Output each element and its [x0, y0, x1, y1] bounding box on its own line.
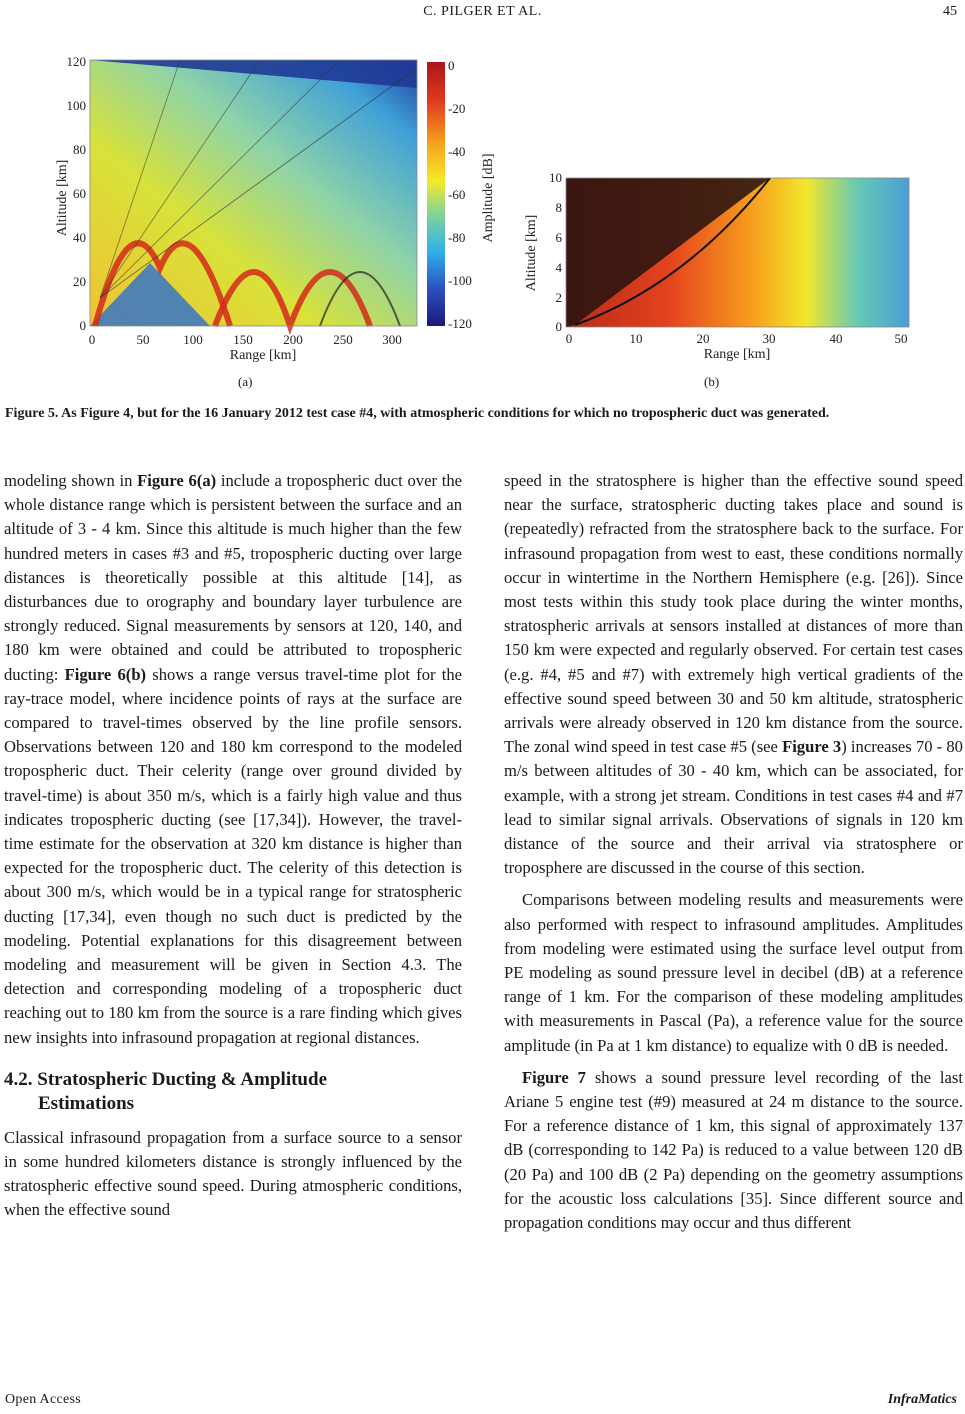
- running-header: C. PILGER ET AL.: [423, 4, 542, 19]
- svg-text:-80: -80: [448, 230, 466, 245]
- figure-reference[interactable]: Figure 3: [782, 737, 842, 757]
- svg-text:0: 0: [565, 331, 573, 346]
- svg-text:-120: -120: [448, 316, 472, 331]
- svg-text:50: 50: [136, 332, 150, 347]
- colorbar: [427, 62, 445, 326]
- x-axis-label-b: Range [km]: [703, 347, 771, 362]
- svg-text:10: 10: [549, 170, 562, 185]
- figure-reference[interactable]: Figure 6(a): [137, 471, 217, 490]
- svg-text:250: 250: [333, 332, 353, 347]
- subfigure-label-a: (a): [238, 374, 253, 389]
- svg-text:80: 80: [73, 142, 86, 157]
- svg-text:100: 100: [66, 98, 86, 113]
- svg-text:300: 300: [382, 332, 402, 347]
- left-column: [4, 469, 462, 1223]
- figure-caption: Figure 5. As Figure 4, but for the 16 January 2012 test case #4, with atmospheric conditions for which no tropospheric duct was generated.: [5, 406, 830, 421]
- svg-text:0: 0: [448, 58, 455, 73]
- svg-text:0: 0: [88, 332, 96, 347]
- figure-5a: [40, 48, 510, 368]
- paragraph: Figure 7 shows a sound pressure level recording of the last Ariane 5 engine test (#9) measured at 24 m distance to the source. For a reference distance of 1 km, this signal of approximately 137 dB (corresponding to 142 Pa) is reduced to a value between 120 dB (20 Pa) and 100 dB (2 Pa) depending on the geometry assumptions for the acoustic loss calculations [35]. Since different source and propagation conditions may occur and thus different: [504, 1067, 963, 1233]
- figure-reference[interactable]: Figure 6(b): [64, 664, 147, 684]
- paragraph: speed in the stratosphere is higher than the effective sound speed near the surface, stratospheric ducting takes place and sound is (repeatedly) refracted from the stratosphere back to the surface. For infrasound propagation from west to east, these conditions normally occur in wintertime in the Northern Hemisphere (e.g. [26]). Since most tests within this study took place during the winter months, stratospheric arrivals at sensors installed at distances of more than 150 km were expected and regularly observed. For certain test cases (e.g. #4, #5 and #7) with extremely high vertical gradients of the effective sound speed between 30 and 50 km altitude, stratospheric arrivals were already observed in 120 km distance from the source. The zonal wind speed in test case #5 (see Figure 3) increases 70 - 80 m/s between altitudes of 30 - 40 km, which can be associated, for example, with a strong jet stream. Conditions in test cases #4 and #7 lead to similar signal arrivals. Observations of signals in 120 km distance of the source and their arrival via stratosphere or troposphere are discussed in the course of this section.: [504, 471, 963, 878]
- figure-reference[interactable]: Figure 7: [522, 1067, 586, 1087]
- subfigure-label-b: (b): [704, 374, 720, 389]
- right-column: [504, 469, 963, 1235]
- paragraph: Classical infrasound propagation from a surface source to a sensor in some hundred kilometers distance is strongly influenced by the stratospheric effective sound speed. During atmospheric conditions, when the effective sound: [4, 1127, 462, 1220]
- svg-text:6: 6: [555, 230, 562, 245]
- svg-text:0: 0: [555, 319, 562, 334]
- svg-text:4: 4: [555, 260, 562, 275]
- paragraph: modeling shown in Figure 6(a) include a tropospheric duct over the whole distance range which is persistent between the surface and an altitude of 3 - 4 km. Since this altitude is much higher than the few hundred meters in cases #3 and #5, tropospheric ducting over large distances is theoretically possible at this altitude [14], as disturbances due to orography and boundary layer turbulence are strongly reduced. Signal measurements by sensors at 120, 140, and 180 km were obtained and could be attributed to tropospheric ducting: Figure 6(b) shows a range versus travel-time plot for the ray-trace model, where incidence points of rays at the surface are compared to travel-times observed by the line profile sensors. Observations between 120 and 180 km correspond to the modeled tropospheric duct. Their celerity (range over ground divided by travel-time) is about 350 m/s, which is a fairly high value and thus indicates tropospheric ducting (see [17,34]). However, the travel-time estimate for the observation at 320 km distance is higher than expected for the tropospheric duct. The celerity of this detection is about 300 m/s, which would be in a typical range for stratospheric ducting [17,34], even though no such duct is predicted by the modeling. Potential explanations for this disagreement between modeling and measurement will be given in Section 4.3. The detection and corresponding modeling of a tropospheric duct reaching out to 180 km from the source is a rare finding which gives new insights into infrasound propagation at regional distances.: [4, 471, 462, 1047]
- svg-text:60: 60: [73, 186, 86, 201]
- svg-text:-20: -20: [448, 101, 466, 116]
- svg-text:10: 10: [629, 331, 643, 346]
- footer-open-access: Open Access: [5, 1392, 82, 1407]
- colorbar-tick-labels: [448, 58, 472, 331]
- figure-5b: [515, 165, 915, 370]
- svg-text:8: 8: [555, 200, 562, 215]
- svg-text:20: 20: [696, 331, 710, 346]
- paragraph: Comparisons between modeling results and measurements were also performed with respect to infrasound amplitudes. Amplitudes from modeling were estimated using the surface level output from PE modeling as sound pressure level in decibel (dB) at a reference range of 1 km. For the comparison of these modeling amplitudes with measurements in Pascal (Pa), a reference value for the source amplitude (in Pa at 1 km distance) to equalize with 0 dB is needed.: [504, 890, 963, 1055]
- colorbar-label: Amplitude [dB]: [481, 153, 496, 243]
- x-tick-labels-b: [566, 331, 908, 346]
- y-axis-label-a: Altitude [km]: [55, 159, 70, 237]
- section-heading: 4.2. Stratospheric Ducting & Amplitude Estimations: [4, 1068, 327, 1114]
- x-tick-labels-a: [89, 332, 402, 347]
- page-number: 45: [943, 4, 957, 19]
- x-axis-label-a: Range [km]: [229, 348, 297, 363]
- svg-text:20: 20: [73, 274, 86, 289]
- footer-journal: InfraMatics: [887, 1392, 957, 1407]
- svg-text:120: 120: [66, 54, 86, 69]
- svg-text:-40: -40: [448, 144, 466, 159]
- y-axis-label-b: Altitude [km]: [524, 214, 539, 292]
- svg-text:100: 100: [183, 332, 203, 347]
- svg-text:30: 30: [762, 331, 776, 346]
- svg-text:40: 40: [829, 331, 843, 346]
- y-tick-labels-b: [549, 170, 563, 334]
- svg-text:40: 40: [73, 230, 86, 245]
- svg-text:50: 50: [894, 331, 908, 346]
- svg-text:-100: -100: [448, 273, 472, 288]
- svg-text:2: 2: [555, 290, 562, 305]
- svg-text:0: 0: [79, 318, 86, 333]
- svg-text:200: 200: [283, 332, 303, 347]
- svg-text:-60: -60: [448, 187, 466, 202]
- svg-text:150: 150: [233, 332, 253, 347]
